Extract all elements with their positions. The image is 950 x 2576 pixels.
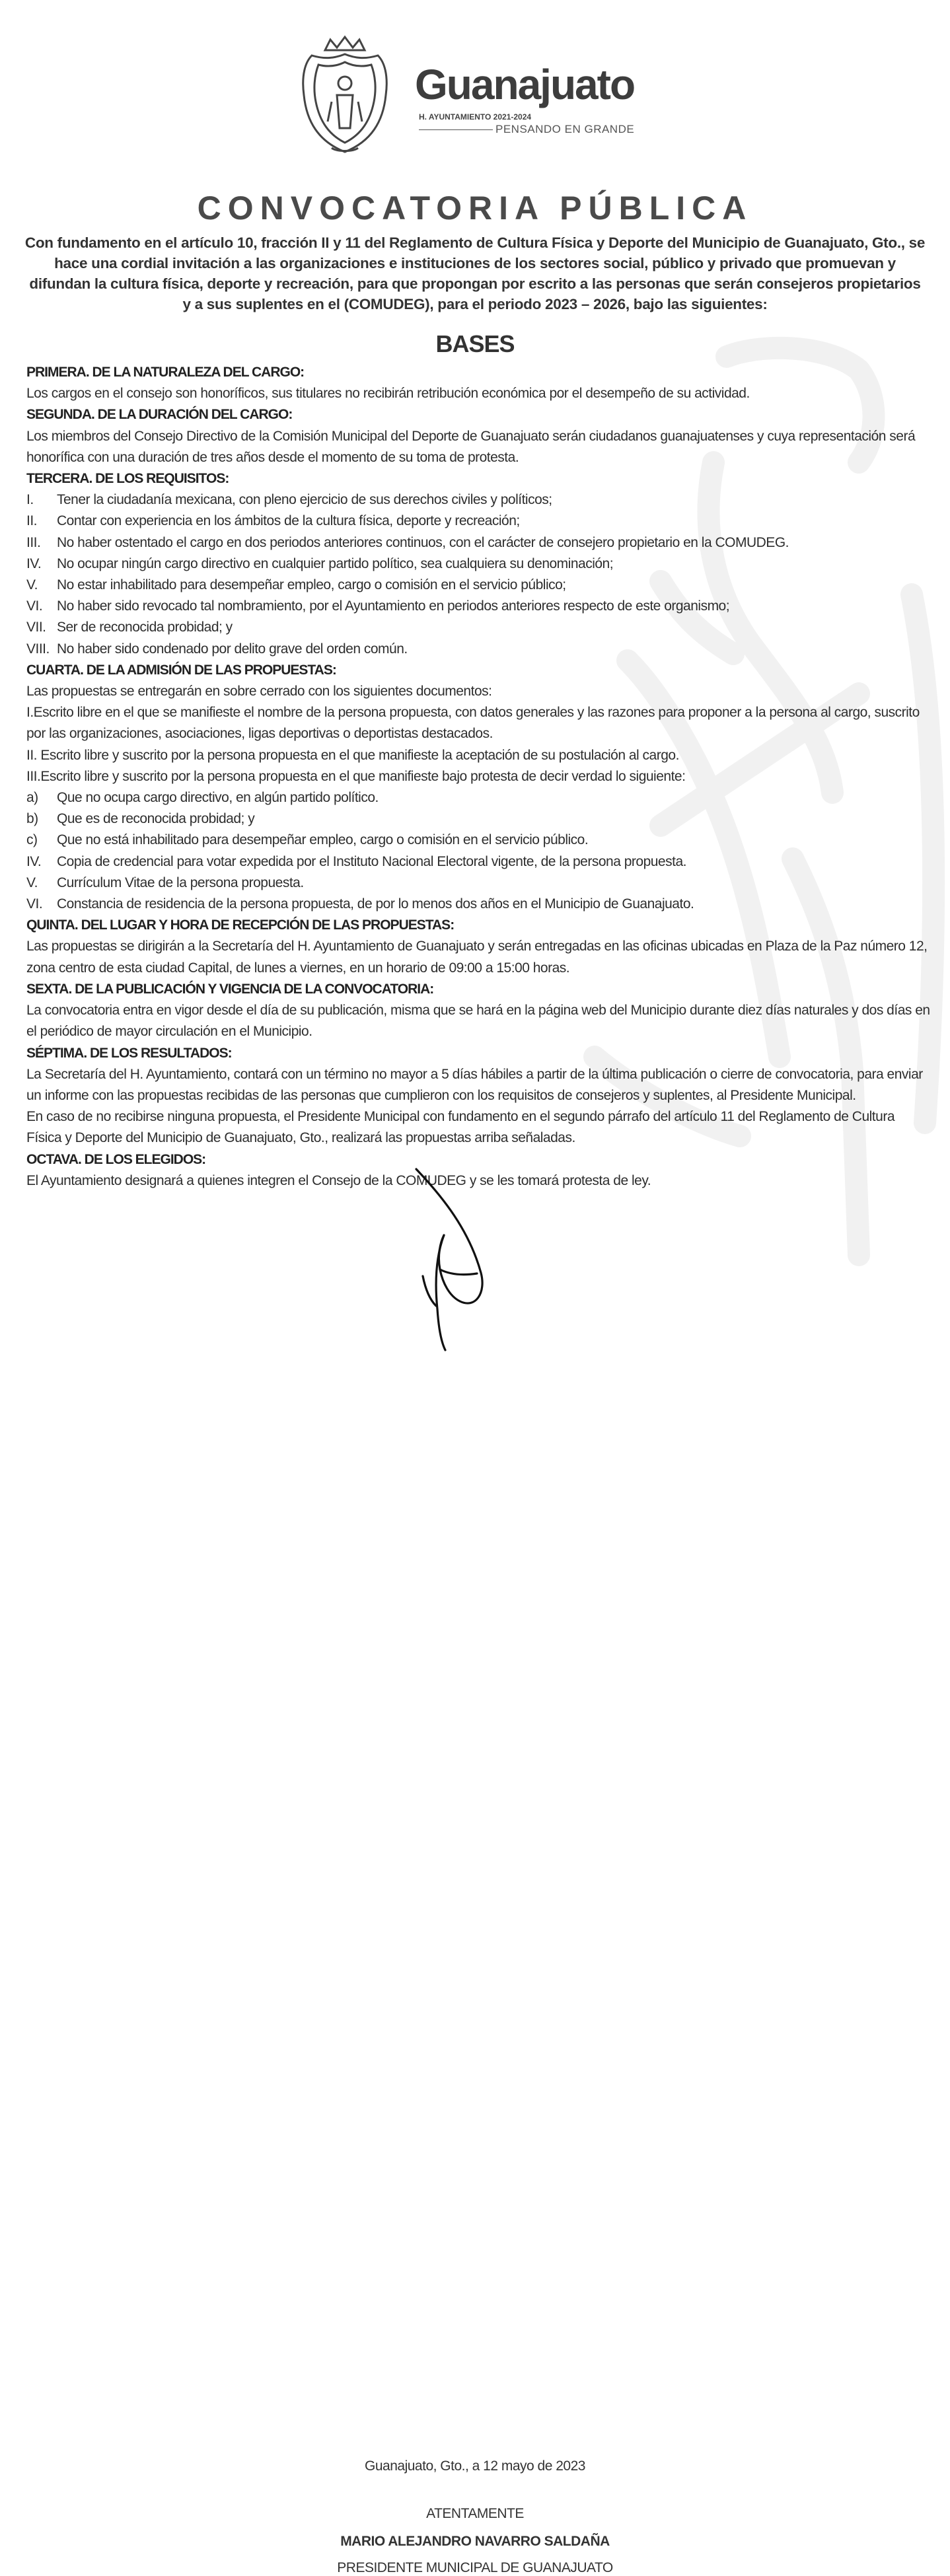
list-text: Contar con experiencia en los ámbitos de la cultura física, deporte y recreación; [57,513,520,529]
section-heading-cuarta: CUARTA. DE LA ADMISIÓN DE LAS PROPUESTAS: [26,662,336,678]
municipal-crest-icon [299,36,391,157]
section-heading-sexta: SEXTA. DE LA PUBLICACIÓN Y VIGENCIA DE LA CONVOCATORIA: [26,981,434,997]
letterhead [0,32,950,157]
section-text-segunda: Los miembros del Consejo Directivo de la Comisión Municipal del Deporte de Guanajuato serán ciudadanos guanajuatenses y cuya representación será honorífica con una duración de tres años desde el momento de su toma de protesta. [26,428,916,465]
document-body [26,362,932,1192]
brand-slogan: PENSANDO EN GRANDE [495,123,635,135]
handwritten-signature-icon [396,1157,502,1355]
slogan-divider [419,129,493,130]
list-item [26,532,932,554]
intro-paragraph: Con fundamento en el artículo 10, fracción II y 11 del Reglamento de Cultura Física y Deporte del Municipio de Guanajuato, Gto., se hace una cordial invitación a las organizaciones e instituciones de los sectores social, público y privado que promuevan y difundan la cultura física, deporte y recreación, para que propongan por escrito a las personas que serán consejeros propietarios y a sus suplentes en el (COMUDEG), para el periodo 2023 – 2026, bajo las siguientes: [24,234,926,312]
section-intro-cuarta: Las propuestas se entregarán en sobre cerrado con los siguientes documentos: [26,684,492,699]
list-item [26,830,932,851]
bases-heading: BASES [435,330,515,357]
list-text: No ocupar ningún cargo directivo en cualquier partido político, sea cualquiera su denominación; [57,555,614,571]
section-heading-septima: SÉPTIMA. DE LOS RESULTADOS: [26,1045,232,1061]
section-heading-segunda: SEGUNDA. DE LA DURACIÓN DEL CARGO: [26,407,293,423]
section-text-primera: Los cargos en el consejo son honoríficos, sus titulares no recibirán retribución económica por el desempeño de su actividad. [26,386,750,402]
section-heading-tercera: TERCERA. DE LOS REQUISITOS: [26,471,229,487]
list-item [26,617,932,638]
list-label: VII. [26,620,46,635]
list-text: No estar inhabilitado para desempeñar empleo, cargo o comisión en el servicio público; [57,577,566,593]
section-text-septima-2: En caso de no recibirse ninguna propuesta, el Presidente Municipal con fundamento en el segundo párrafo del artículo 11 del Reglamento de Cultura Física y Deporte del Municipio de Guanajuato, Gto., realizará las propuestas arriba señaladas. [26,1109,895,1146]
section-paragraph: I.Escrito libre en el que se manifieste el nombre de la persona propuesta, con datos generales y las razones para proponer a la persona al cargo, suscrito por las organizaciones, asociaciones, ligas deportivas o deportistas destacados. [26,705,920,742]
brand-name: Guanajuato [415,61,635,108]
list-label: VI. [26,598,43,614]
section-heading-octava: OCTAVA. DE LOS ELEGIDOS: [26,1151,206,1167]
section-paragraph: III.Escrito libre y suscrito por la persona propuesta en el que manifieste bajo protesta de decir verdad lo siguiente: [26,768,686,784]
list-text: Que no ocupa cargo directivo, en algún partido político. [57,790,379,806]
list-label: a) [26,790,38,806]
list-label: VI. [26,896,43,912]
list-item [26,489,932,511]
list-text: Tener la ciudadanía mexicana, con pleno ejercicio de sus derechos civiles y políticos; [57,492,552,508]
list-item [26,639,932,660]
section-text-quinta: Las propuestas se dirigirán a la Secretaría del H. Ayuntamiento de Guanajuato y serán entregadas en las oficinas ubicadas en Plaza de la Paz número 12, zona centro de esta ciudad Capital, de lunes a viernes, en un horario de 09:00 a 15:00 horas. [26,939,928,976]
list-item [26,851,932,873]
place-and-date: Guanajuato, Gto., a 12 mayo de 2023 [365,2458,585,2474]
list-text: No haber sido revocado tal nombramiento, por el Ayuntamiento en periodos anteriores respecto de este organismo; [57,598,730,614]
section-paragraph: II. Escrito libre y suscrito por la persona propuesta en el que manifieste la aceptación de su postulación al cargo. [26,747,679,763]
list-label: IV. [26,555,42,571]
list-item [26,596,932,617]
section-heading-quinta: QUINTA. DEL LUGAR Y HORA DE RECEPCIÓN DE LAS PROPUESTAS: [26,917,455,933]
list-text: No haber sido condenado por delito grave del orden común. [57,641,408,657]
list-item [26,554,932,575]
list-text: Ser de reconocida probidad; y [57,620,233,635]
list-text: Copia de credencial para votar expedida por el Instituto Nacional Electoral vigente, de la persona propuesta. [57,853,686,869]
list-text: Que es de reconocida probidad; y [57,811,255,827]
list-label: II. [26,513,38,529]
list-item [26,873,932,894]
list-label: VIII. [26,641,50,657]
list-item [26,894,932,915]
list-text: Constancia de residencia de la persona propuesta, de por lo menos dos años en el Municipio de Guanajuato. [57,896,694,912]
list-label: V. [26,577,38,593]
section-text-septima-1: La Secretaría del H. Ayuntamiento, contará con un término no mayor a 5 días hábiles a partir de la última publicación o cierre de convocatoria, para enviar un informe con las propuestas recibidas de las personas que cumplieron con los requisitos de consejeros y suplentes, al Presidente Municipal. [26,1066,923,1103]
list-item [26,575,932,596]
list-item [26,808,932,830]
section-heading-primera: PRIMERA. DE LA NATURALEZA DEL CARGO: [26,365,305,380]
signer-position: PRESIDENTE MUNICIPAL DE GUANAJUATO [337,2560,613,2575]
list-text: Que no está inhabilitado para desempeñar empleo, cargo o comisión en el servicio público. [57,832,589,848]
section-text-octava: El Ayuntamiento designará a quienes integren el Consejo de la COMUDEG y se les tomará protesta de ley. [26,1172,651,1188]
attentively-label: ATENTAMENTE [426,2506,524,2521]
list-item [26,511,932,532]
council-period: H. AYUNTAMIENTO 2021-2024 [419,112,532,122]
list-label: III. [26,534,41,550]
list-text: No haber ostentado el cargo en dos periodos anteriores continuos, con el carácter de consejero propietario en la COMUDEG. [57,534,789,550]
list-text: Currículum Vitae de la persona propuesta. [57,875,304,890]
list-item [26,787,932,808]
list-label: b) [26,811,38,827]
list-label: IV. [26,853,42,869]
section-text-sexta: La convocatoria entra en vigor desde el día de su publicación, misma que se hará en la página web del Municipio durante diez días naturales y dos días en el periódico de mayor circulación en el Municipio. [26,1003,930,1040]
list-label: I. [26,492,34,508]
list-label: V. [26,875,38,890]
document-title: CONVOCATORIA PÚBLICA [197,190,753,227]
list-label: c) [26,832,38,848]
signer-name: MARIO ALEJANDRO NAVARRO SALDAÑA [340,2534,610,2549]
